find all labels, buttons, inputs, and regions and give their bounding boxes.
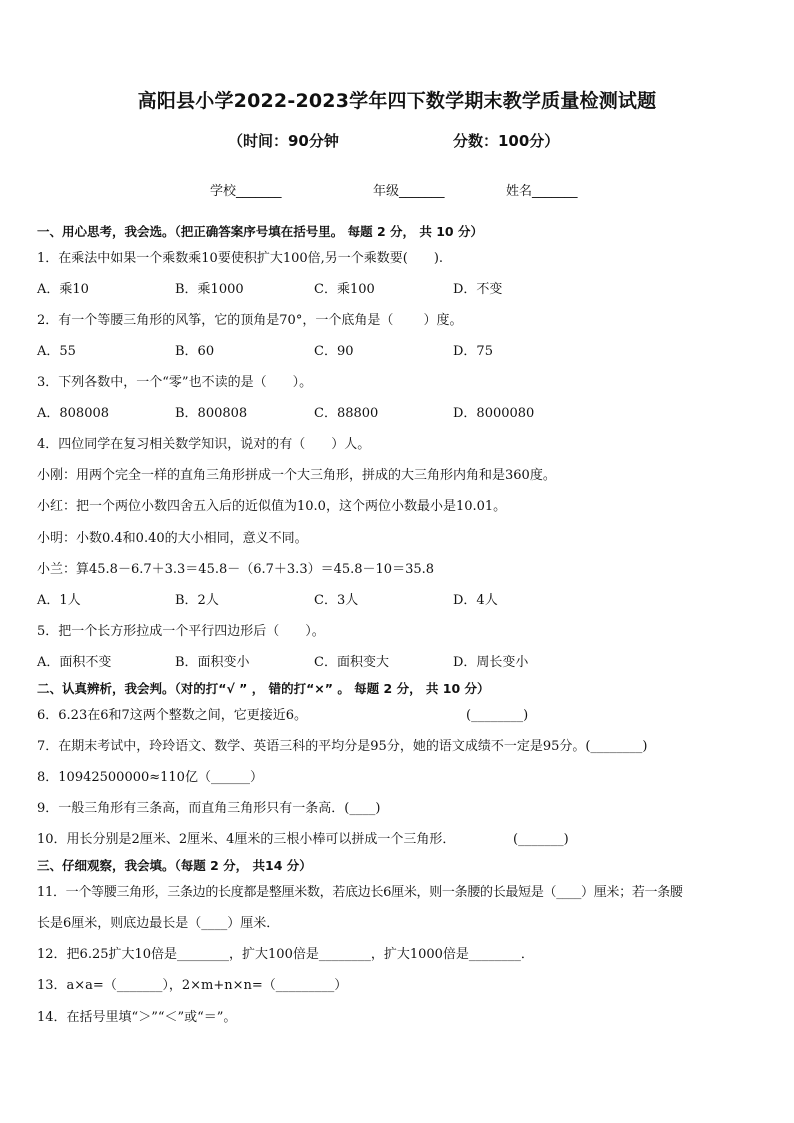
q1-option-c[interactable]: C．乘100 — [314, 282, 375, 297]
question-11-line-1: 11．一个等腰三角形，三条边的长度都是整厘米数，若底边长6厘米，则一条腰的长最短是（____）厘米；若一条腰 — [37, 885, 683, 900]
q2-option-a[interactable]: A．55 — [37, 344, 76, 359]
question-13: 13．a×a=（_______），2×m+n×n=（_________） — [37, 978, 348, 993]
q5-option-d[interactable]: D．周长变小 — [453, 655, 529, 670]
question-10: 10．用长分别是2厘米、2厘米、4厘米的三根小棒可以拼成一个三角形． — [37, 832, 456, 847]
q3-option-d[interactable]: D．8000080 — [453, 406, 535, 421]
question-4: 4．四位同学在复习相关数学知识，说对的有（ ）人。 — [37, 437, 371, 452]
q4-statement-xiaohong: 小红：把一个两位小数四舍五入后的近似值为10.0，这个两位小数最小是10.01。 — [37, 499, 507, 514]
question-9: 9．一般三角形有三条高，而直角三角形只有一条高．(____) — [37, 801, 381, 816]
page-title: 高阳县小学2022-2023学年四下数学期末教学质量检测试题 — [137, 90, 657, 112]
q4-option-d[interactable]: D．4人 — [453, 593, 498, 608]
q4-statement-xiaoming: 小明：小数0.4和0.40的大小相同，意义不同。 — [37, 531, 308, 546]
section-3-heading: 三、仔细观察，我会填。（每题 2 分， 共14 分） — [37, 858, 312, 873]
q3-option-a[interactable]: A．808008 — [37, 406, 110, 421]
q4-statement-xiaolan: 小兰：算45.8－6.7＋3.3＝45.8－（6.7＋3.3）＝45.8－10＝35.8 — [37, 562, 435, 577]
q2-option-d[interactable]: D．75 — [453, 344, 493, 359]
q2-option-c[interactable]: C．90 — [314, 344, 354, 359]
q4-option-a[interactable]: A．1人 — [37, 593, 81, 608]
question-1: 1．在乘法中如果一个乘数乘10要使积扩大100倍,另一个乘数要( ). — [37, 251, 444, 266]
q1-option-d[interactable]: D．不变 — [453, 282, 503, 297]
exam-time: （时间：90分钟 — [228, 132, 339, 150]
question-8: 8．10942500000≈110亿（______） — [37, 770, 263, 785]
question-12: 12．把6.25扩大10倍是________，扩大100倍是________，扩大1000倍是________． — [37, 947, 534, 962]
q4-option-c[interactable]: C．3人 — [314, 593, 359, 608]
q10-answer-blank[interactable]: (_______) — [513, 832, 569, 847]
q4-statement-xiaogang: 小刚：用两个完全一样的直角三角形拼成一个大三角形，拼成的大三角形内角和是360度。 — [37, 468, 556, 483]
q5-option-b[interactable]: B．面积变小 — [175, 655, 250, 670]
question-2: 2．有一个等腰三角形的风筝，它的顶角是70°，一个底角是（ ）度。 — [37, 313, 463, 328]
q1-option-a[interactable]: A．乘10 — [37, 282, 89, 297]
section-1-heading: 一、用心思考，我会选。（把正确答案序号填在括号里。 每题 2 分， 共 10 分） — [37, 224, 483, 239]
q3-option-c[interactable]: C．88800 — [314, 406, 379, 421]
q4-option-b[interactable]: B．2人 — [175, 593, 219, 608]
q5-option-a[interactable]: A．面积不变 — [37, 655, 112, 670]
question-5: 5．把一个长方形拉成一个平行四边形后（ ）。 — [37, 624, 325, 639]
question-7: 7．在期末考试中，玲玲语文、数学、英语三科的平均分是95分，她的语文成绩不一定是95分。(________) — [37, 739, 648, 754]
question-14: 14．在括号里填“＞”“＜”或“＝”。 — [37, 1010, 237, 1025]
question-6: 6．6.23在6和7这两个整数之间，它更接近6。 — [37, 708, 308, 723]
section-2-heading: 二、认真辨析，我会判。（对的打“√ ” ， 错的打“×” 。 每题 2 分， 共 10 分） — [37, 681, 490, 696]
q5-option-c[interactable]: C．面积变大 — [314, 655, 389, 670]
q2-option-b[interactable]: B．60 — [175, 344, 215, 359]
school-field[interactable]: 学校_______ — [210, 184, 282, 199]
question-3: 3．下列各数中，一个“零”也不读的是（ ）。 — [37, 375, 313, 390]
q1-option-b[interactable]: B．乘1000 — [175, 282, 244, 297]
exam-score: 分数：100分） — [453, 132, 560, 150]
question-11-line-2: 长是6厘米，则底边最长是（____）厘米． — [37, 916, 280, 931]
q6-answer-blank[interactable]: (________) — [466, 708, 529, 723]
q3-option-b[interactable]: B．800808 — [175, 406, 248, 421]
grade-field[interactable]: 年级_______ — [373, 184, 445, 199]
name-field[interactable]: 姓名_______ — [506, 184, 578, 199]
